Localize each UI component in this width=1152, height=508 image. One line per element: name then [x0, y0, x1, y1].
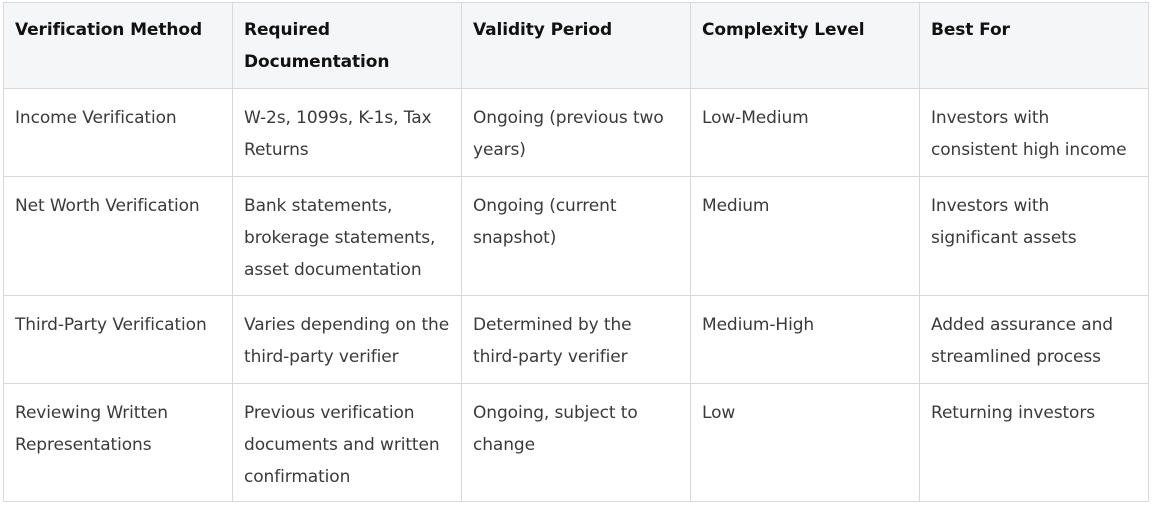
table-cell: Medium-High [691, 296, 920, 384]
table-cell: Low [691, 384, 920, 502]
table-cell: Third-Party Verification [4, 296, 233, 384]
table-cell: Ongoing (previous two years) [462, 89, 691, 177]
verification-methods-table [3, 2, 1149, 502]
table-cell: Investors with consistent high income [920, 89, 1149, 177]
column-header-complexity-level: Complexity Level [691, 3, 920, 89]
column-header-verification-method: Verification Method [4, 3, 233, 89]
table-cell: W-2s, 1099s, K-1s, Tax Returns [233, 89, 462, 177]
column-header-best-for: Best For [920, 3, 1149, 89]
table-row [4, 296, 1149, 384]
table-cell: Returning investors [920, 384, 1149, 502]
table-cell: Medium [691, 177, 920, 296]
table-row [4, 384, 1149, 502]
table-cell: Determined by the third-party verifier [462, 296, 691, 384]
table-cell: Ongoing (current snapshot) [462, 177, 691, 296]
column-header-validity-period: Validity Period [462, 3, 691, 89]
table-cell: Reviewing Written Representations [4, 384, 233, 502]
table-body [4, 89, 1149, 502]
table-header [4, 3, 1149, 89]
header-row [4, 3, 1149, 89]
table-cell: Net Worth Verification [4, 177, 233, 296]
table-row [4, 177, 1149, 296]
table-row [4, 89, 1149, 177]
table-cell: Bank statements, brokerage statements, asset documentation [233, 177, 462, 296]
table-cell: Varies depending on the third-party verifier [233, 296, 462, 384]
verification-methods-table-container [3, 2, 1148, 502]
table-cell: Added assurance and streamlined process [920, 296, 1149, 384]
table-cell: Income Verification [4, 89, 233, 177]
table-cell: Investors with significant assets [920, 177, 1149, 296]
table-cell: Previous verification documents and written confirmation [233, 384, 462, 502]
table-cell: Low-Medium [691, 89, 920, 177]
table-cell: Ongoing, subject to change [462, 384, 691, 502]
column-header-required-documentation: Required Documentation [233, 3, 462, 89]
